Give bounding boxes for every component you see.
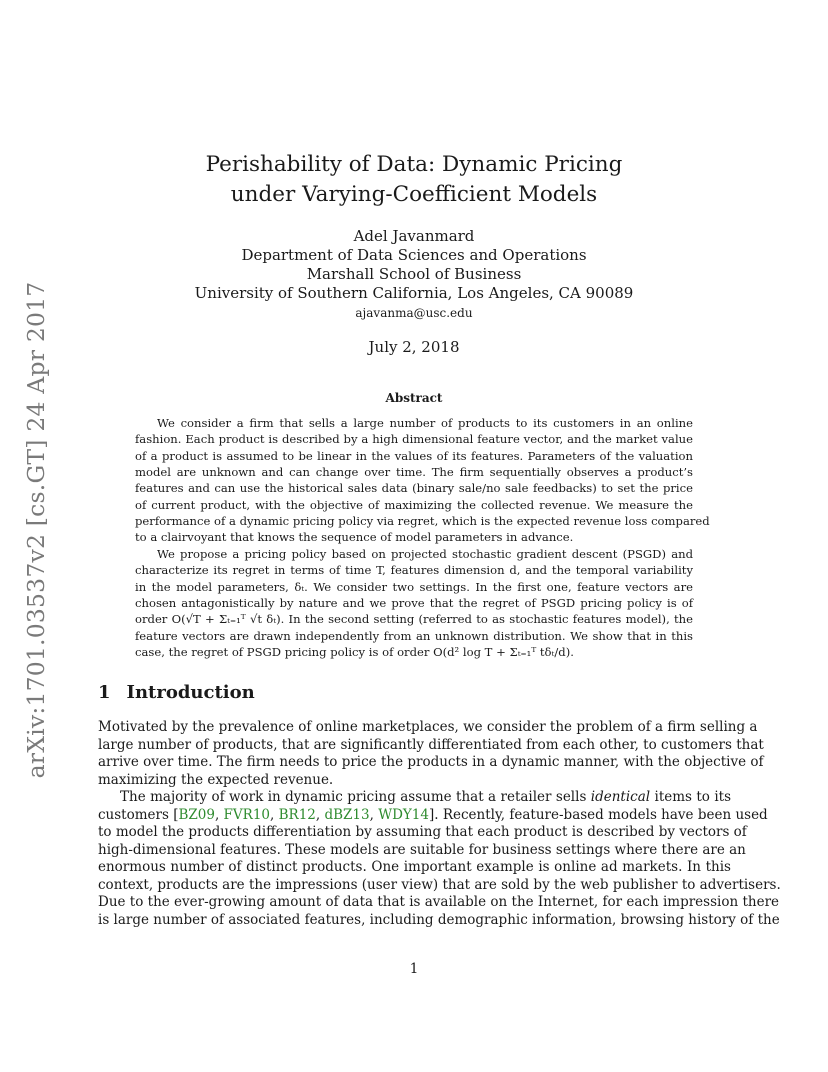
abstract-line: order O(√T + Σₜ₌₁ᵀ √t δₜ). In the second setting (referred to as stochastic features model), the	[135, 612, 693, 627]
citation-separator: ,	[369, 806, 379, 823]
author-department: Department of Data Sciences and Operations	[241, 246, 587, 264]
citation-separator: ,	[214, 806, 224, 823]
abstract-line: We propose a pricing policy based on projected stochastic gradient descent (PSGD) and	[157, 546, 693, 561]
text-run: ]. Recently, feature-based models have been used	[428, 806, 768, 823]
text-run: items to its	[650, 789, 731, 805]
page-number: 1	[409, 961, 419, 977]
section-title: Introduction	[126, 682, 255, 703]
paragraph-line: arrive over time. The firm needs to price the products in a dynamic manner, with the objective of	[98, 754, 764, 770]
paragraph-line: context, products are the impressions (user view) that are sold by the web publisher to advertisers.	[98, 876, 781, 893]
abstract-line: features and can use the historical sales data (binary sale/no sale feedbacks) to set the price	[135, 481, 693, 496]
abstract-line: of current product, with the objective of maximizing the collected revenue. We measure the	[135, 497, 693, 512]
paragraph-line: Due to the ever-growing amount of data that is available on the Internet, for each impression there	[98, 894, 780, 910]
text-run: customers [	[98, 806, 179, 823]
arxiv-identifier-stamp: arXiv:1701.03537v2 [cs.GT] 24 Apr 2017	[22, 281, 50, 779]
abstract-line: in the model parameters, δₜ. We consider two settings. In the first one, feature vectors are	[135, 579, 693, 594]
abstract-line: feature vectors are drawn independently from an unknown distribution. We show that in this	[135, 628, 693, 643]
abstract-line: fashion. Each product is described by a high dimensional feature vector, and the market value	[135, 432, 693, 447]
emphasized-word: identical	[590, 789, 651, 805]
paragraph-line: maximizing the expected revenue.	[98, 771, 334, 788]
citation-separator: ,	[270, 806, 279, 823]
text-run: The majority of work in dynamic pricing assume that a retailer sells	[120, 789, 591, 805]
abstract-line: model are unknown and can change over time. The firm sequentially observes a product’s	[135, 465, 693, 480]
author-university: University of Southern California, Los Angeles, CA 90089	[194, 284, 634, 302]
citation-list	[178, 807, 429, 823]
paper-title-line-1: Perishability of Data: Dynamic Pricing	[205, 152, 623, 177]
citation-link[interactable]: BZ09	[178, 806, 215, 823]
paragraph-line: Motivated by the prevalence of online marketplaces, we consider the problem of a firm selling a	[98, 719, 758, 735]
paragraph-line	[98, 806, 768, 824]
abstract-heading: Abstract	[385, 391, 443, 405]
section-heading-introduction	[98, 682, 255, 703]
abstract-line: chosen antagonistically by nature and we prove that the regret of PSGD pricing policy is of	[135, 595, 693, 610]
author-name: Adel Javanmard	[353, 227, 475, 245]
citation-link[interactable]: BR12	[278, 806, 316, 823]
paragraph-line	[120, 789, 731, 806]
abstract-line: We consider a firm that sells a large number of products to its customers in an online	[157, 416, 693, 430]
citation-separator: ,	[315, 806, 325, 823]
paragraph-line: high-dimensional features. These models are suitable for business settings where there are an	[98, 841, 746, 858]
paragraph-line: enormous number of distinct products. One important example is online ad markets. In this	[98, 859, 731, 875]
abstract-line: case, the regret of PSGD pricing policy is of order O(d² log T + Σₜ₌₁ᵀ tδₜ/d).	[135, 644, 574, 659]
paper-title-line-2: under Varying-Coefficient Models	[230, 182, 598, 207]
abstract-line: characterize its regret in terms of time T, features dimension d, and the temporal variability	[135, 563, 693, 578]
abstract-line: to a clairvoyant that knows the sequence of model parameters in advance.	[135, 530, 574, 545]
paragraph-line: to model the products differentiation by assuming that each product is described by vectors of	[98, 824, 747, 840]
author-email: ajavanma@usc.edu	[355, 306, 473, 320]
paragraph-line: is large number of associated features, including demographic information, browsing history of the	[98, 911, 780, 928]
abstract-line: performance of a dynamic pricing policy via regret, which is the expected revenue loss compared	[135, 514, 710, 529]
author-school: Marshall School of Business	[306, 265, 522, 283]
paragraph-line: large number of products, that are significantly differentiated from each other, to customers that	[98, 736, 764, 753]
citation-link[interactable]: dBZ13	[324, 806, 370, 823]
abstract-line: of a product is assumed to be linear in the values of its features. Parameters of the valuation	[135, 448, 693, 463]
citation-link[interactable]: WDY14	[378, 806, 429, 823]
citation-link[interactable]: FVR10	[223, 806, 271, 823]
paper-date: July 2, 2018	[368, 338, 460, 356]
section-number: 1	[98, 682, 111, 703]
